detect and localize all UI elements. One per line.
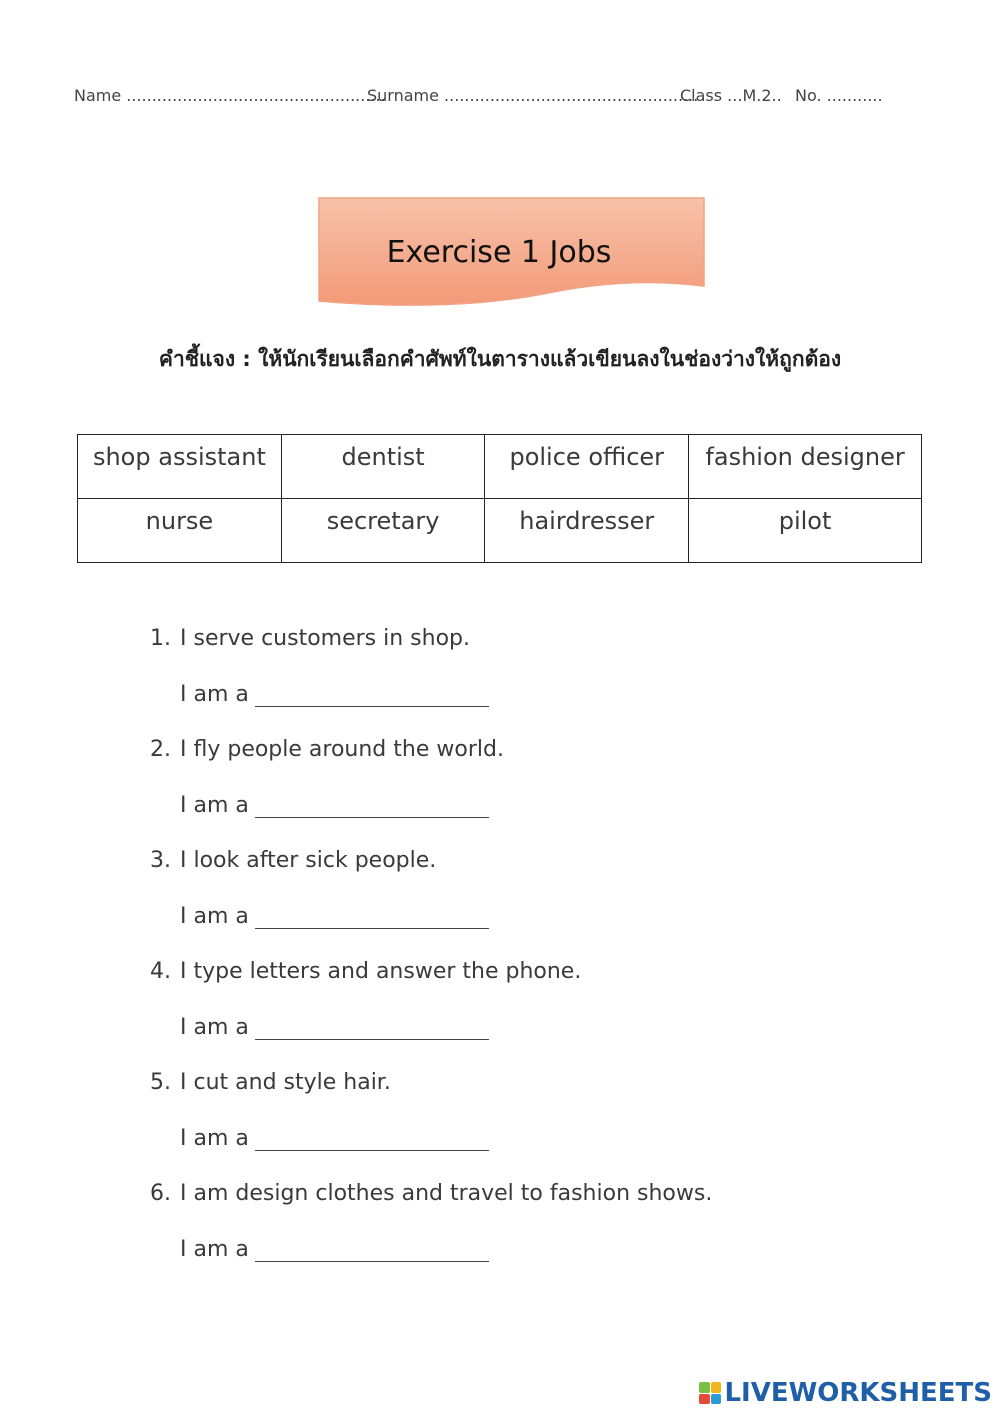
answer-prefix: I am a: [180, 682, 249, 707]
answer-blank[interactable]: [255, 793, 489, 818]
exercise-title: Exercise 1 Jobs: [386, 235, 612, 270]
question-number: 5.: [150, 1070, 171, 1095]
question-text: [150, 626, 470, 651]
answer-blank[interactable]: [255, 1237, 489, 1262]
question-number: 6.: [150, 1181, 171, 1206]
question-sentence: I type letters and answer the phone.: [180, 959, 582, 984]
answer-line: [180, 1126, 489, 1151]
word-bank-cell: secretary: [281, 499, 485, 563]
question-text: [150, 737, 504, 762]
answer-prefix: I am a: [180, 904, 249, 929]
answer-line: [180, 1015, 489, 1040]
word-bank-cell: police officer: [485, 435, 689, 499]
question-number: 2.: [150, 737, 171, 762]
word-bank-cell: pilot: [689, 499, 922, 563]
word-bank-cell: dentist: [281, 435, 485, 499]
answer-line: [180, 904, 489, 929]
answer-prefix: I am a: [180, 1126, 249, 1151]
question-sentence: I am design clothes and travel to fashion shows.: [180, 1181, 713, 1206]
word-bank-row: [78, 499, 922, 563]
number-field[interactable]: No. ...........: [795, 86, 883, 105]
question-number: 4.: [150, 959, 171, 984]
question-text: [150, 1181, 712, 1206]
question-item: [150, 737, 930, 848]
question-text: [150, 848, 436, 873]
word-bank-table: [77, 434, 922, 563]
question-item: [150, 848, 930, 959]
liveworksheets-logo-icon: [699, 1382, 721, 1404]
question-number: 1.: [150, 626, 171, 651]
question-text: [150, 1070, 391, 1095]
answer-prefix: I am a: [180, 793, 249, 818]
question-sentence: I cut and style hair.: [180, 1070, 391, 1095]
class-field[interactable]: Class ...M.2..: [680, 86, 782, 105]
word-bank-cell: nurse: [78, 499, 282, 563]
question-item: [150, 626, 930, 737]
question-number: 3.: [150, 848, 171, 873]
answer-line: [180, 1237, 489, 1262]
word-bank-row: [78, 435, 922, 499]
answer-prefix: I am a: [180, 1237, 249, 1262]
question-sentence: I serve customers in shop.: [180, 626, 470, 651]
instructions-text: คำชี้แจง : ให้นักเรียนเลือกคำศัพท์ในตารางแล้วเขียนลงในช่องว่างให้ถูกต้อง: [158, 347, 842, 371]
question-item: [150, 1181, 930, 1292]
surname-field[interactable]: Surname ..................................................: [367, 86, 699, 105]
answer-blank[interactable]: [255, 682, 489, 707]
answer-line: [180, 682, 489, 707]
word-bank-cell: shop assistant: [78, 435, 282, 499]
answer-prefix: I am a: [180, 1015, 249, 1040]
question-sentence: I look after sick people.: [180, 848, 437, 873]
exercise-banner: [318, 197, 705, 309]
answer-line: [180, 793, 489, 818]
student-info-header: [74, 86, 954, 110]
liveworksheets-watermark: [699, 1377, 992, 1409]
question-sentence: I fly people around the world.: [180, 737, 504, 762]
question-list: [150, 626, 930, 1292]
answer-blank[interactable]: [255, 904, 489, 929]
answer-blank[interactable]: [255, 1015, 489, 1040]
word-bank-cell: hairdresser: [485, 499, 689, 563]
name-field[interactable]: Name ...................................................: [74, 86, 386, 105]
question-item: [150, 959, 930, 1070]
question-item: [150, 1070, 930, 1181]
word-bank-cell: fashion designer: [689, 435, 922, 499]
watermark-text: LIVEWORKSHEETS: [724, 1378, 992, 1408]
question-text: [150, 959, 581, 984]
answer-blank[interactable]: [255, 1126, 489, 1151]
